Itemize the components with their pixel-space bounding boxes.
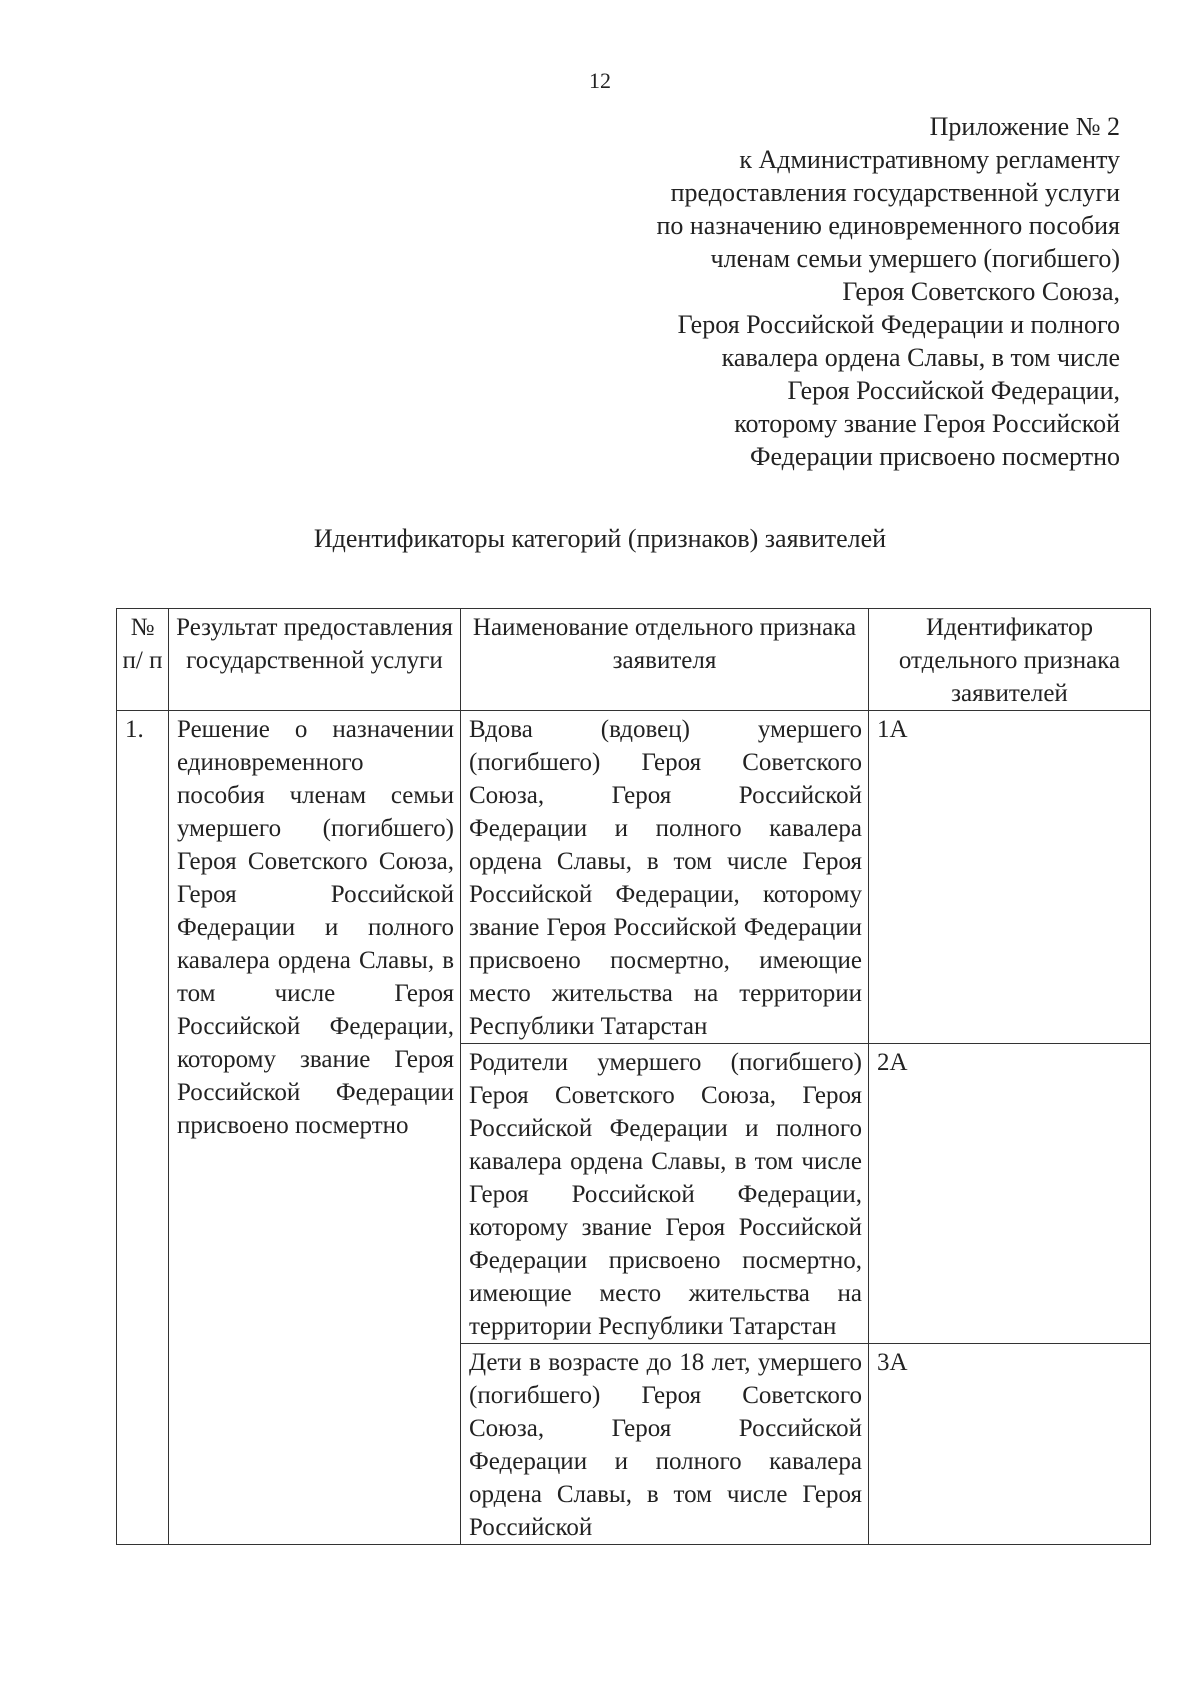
appendix-line: Героя Российской Федерации, xyxy=(787,376,1120,405)
feature-cell: Дети в возрасте до 18 лет, умершего (погибшего) Героя Советского Союза, Героя Российской Федерации и полного кавалера ордена Славы, в том числе Героя Российской xyxy=(461,1344,869,1545)
table-title: Идентификаторы категорий (признаков) заявителей xyxy=(313,524,887,553)
identifiers-table xyxy=(116,608,1151,1545)
appendix-line: Приложение № 2 xyxy=(929,112,1120,141)
appendix-header xyxy=(560,110,1120,473)
appendix-line: Героя Российской Федерации и полного xyxy=(677,310,1120,339)
header-result: Результат предоставления государственной услуги xyxy=(169,609,461,711)
appendix-line: членам семьи умершего (погибшего) xyxy=(710,244,1120,273)
header-identifier: Идентификатор отдельного признака заявителей xyxy=(869,609,1151,711)
appendix-line: по назначению единовременного пособия xyxy=(656,211,1120,240)
appendix-line: к Административному регламенту xyxy=(739,145,1120,174)
table-header-row xyxy=(117,609,1151,711)
identifier-cell: 3А xyxy=(869,1344,1151,1545)
appendix-line: кавалера ордена Славы, в том числе xyxy=(721,343,1120,372)
table-row xyxy=(117,711,1151,1044)
appendix-line: предоставления государственной услуги xyxy=(670,178,1120,207)
appendix-line: Федерации присвоено посмертно xyxy=(749,442,1120,471)
header-feature: Наименование отдельного признака заявителя xyxy=(461,609,869,711)
feature-cell: Родители умершего (погибшего) Героя Советского Союза, Героя Российской Федерации и полного кавалера ордена Славы, в том числе Героя Российской Федерации, которому звание Героя Российской Федерации присвоено посмертно, имеющие место жительства на территории Республики Татарстан xyxy=(461,1044,869,1344)
row-result: Решение о назначении единовременного пособия членам семьи умершего (погибшего) Героя Советского Союза, Героя Российской Федерации и полного кавалера ордена Славы, в том числе Героя Российской Федерации, которому звание Героя Российской Федерации присвоено посмертно xyxy=(169,711,461,1545)
appendix-line: которому звание Героя Российской xyxy=(734,409,1120,438)
identifier-cell: 2А xyxy=(869,1044,1151,1344)
feature-cell: Вдова (вдовец) умершего (погибшего) Героя Советского Союза, Героя Российской Федерации и полного кавалера ордена Славы, в том числе Героя Российской Федерации, которому звание Героя Российской Федерации присвоено посмертно, имеющие место жительства на территории Республики Татарстан xyxy=(461,711,869,1044)
identifier-cell: 1А xyxy=(869,711,1151,1044)
page-number: 12 xyxy=(589,68,611,93)
row-num: 1. xyxy=(117,711,169,1545)
header-num: № п/ п xyxy=(117,609,169,711)
appendix-line: Героя Советского Союза, xyxy=(842,277,1120,306)
